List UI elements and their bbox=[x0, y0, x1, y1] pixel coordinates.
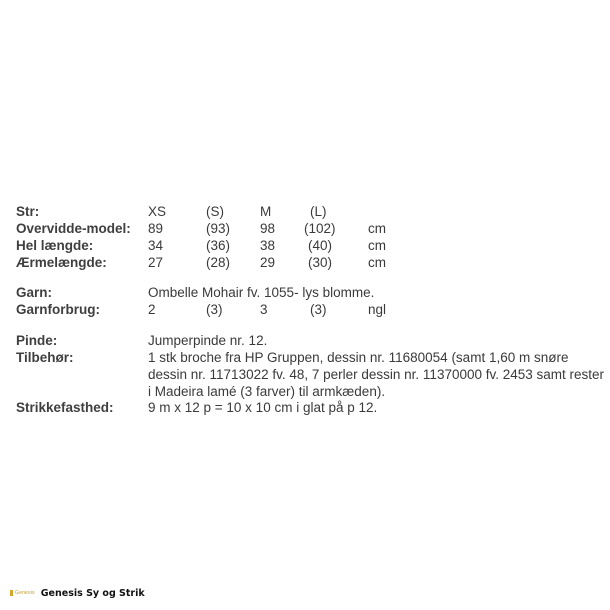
value-s: (93) bbox=[206, 221, 231, 236]
value-l: (40) bbox=[308, 238, 333, 253]
size-xs: XS bbox=[148, 204, 167, 219]
needles-text: Jumperpinde nr. 12. bbox=[148, 333, 268, 348]
accessories-label: Tilbehør: bbox=[16, 350, 74, 365]
size-label: Str: bbox=[16, 204, 40, 219]
value-l: (30) bbox=[308, 255, 333, 270]
unit: cm bbox=[368, 255, 386, 270]
accessories-line-1: 1 stk broche fra HP Gruppen, dessin nr. 11680054 (samt 1,60 m snøre bbox=[148, 350, 569, 365]
footer bbox=[10, 586, 145, 600]
gauge-text: 9 m x 12 p = 10 x 10 cm i glat på p 12. bbox=[148, 400, 378, 415]
value-xs: 89 bbox=[148, 221, 164, 236]
value-s: (28) bbox=[206, 255, 231, 270]
genesis-logo: Genesis bbox=[10, 590, 35, 596]
brand-name: Genesis Sy og Strik bbox=[40, 587, 145, 599]
value-m: 29 bbox=[260, 255, 276, 270]
needles-label: Pinde: bbox=[16, 333, 58, 348]
usage-m: 3 bbox=[260, 302, 268, 317]
value-l: (102) bbox=[304, 221, 336, 236]
measurement-label: Overvidde-model: bbox=[16, 221, 131, 236]
gauge-label: Strikkefasthed: bbox=[16, 400, 114, 415]
accessories-line-2: dessin nr. 11713022 fv. 48, 7 perler dessin nr. 11370000 fv. 2453 samt rester bbox=[148, 367, 605, 382]
value-xs: 34 bbox=[148, 238, 164, 253]
value-m: 38 bbox=[260, 238, 276, 253]
measurement-label: Ærmelængde: bbox=[16, 255, 107, 270]
value-xs: 27 bbox=[148, 255, 164, 270]
measurement-label: Hel længde: bbox=[16, 238, 94, 253]
size-s: (S) bbox=[206, 204, 224, 219]
size-m: M bbox=[260, 204, 272, 219]
yarn-text: Ombelle Mohair fv. 1055- lys blomme. bbox=[148, 285, 375, 300]
size-l: (L) bbox=[310, 204, 327, 219]
yarn-label: Garn: bbox=[16, 285, 53, 300]
usage-s: (3) bbox=[206, 302, 223, 317]
unit: cm bbox=[368, 238, 386, 253]
accessories-line-3: i Madeira lamé (3 farver) til armkæden). bbox=[148, 384, 386, 399]
unit: cm bbox=[368, 221, 386, 236]
value-m: 98 bbox=[260, 221, 276, 236]
yarn-usage-label: Garnforbrug: bbox=[16, 302, 100, 317]
value-s: (36) bbox=[206, 238, 231, 253]
usage-unit: ngl bbox=[368, 302, 387, 317]
usage-l: (3) bbox=[310, 302, 327, 317]
usage-xs: 2 bbox=[148, 302, 156, 317]
